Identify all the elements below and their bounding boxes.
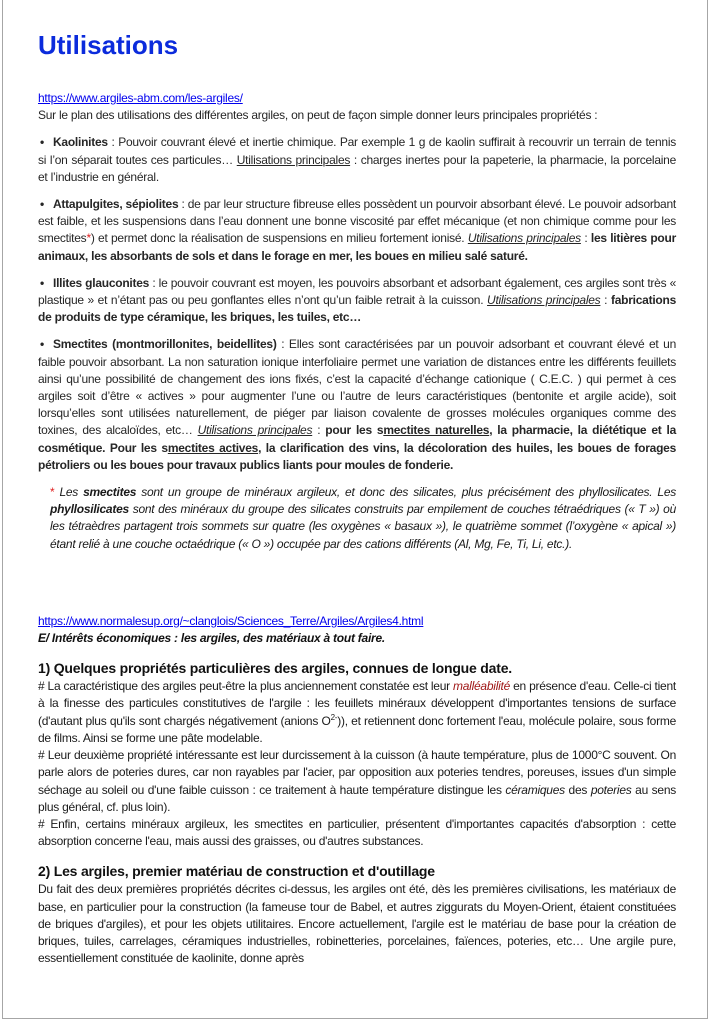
paragraph — [38, 816, 676, 850]
clay-type-item — [38, 134, 676, 186]
text-segment: : charges inertes pour la papeterie, la pharmacie, la porcelaine et l’industrie en général. — [38, 152, 677, 184]
text-segment: Du fait des deux premières propriétés décrites ci-dessus, les argiles ont été, dès les premières civilisations, les matériaux de base, en particulier pour la construction (la fameuse tour de Babel, et autres ziggurats du Moyen-Orient, étaient constituées de briques d'argiles), et pour les objets utilitaires. Encore actuellement, l'argile est le matériau de base pour la création de briques, tuiles, carrelages, céramiques industrielles, robinetteries, porcelaines, faïences, poteries, etc… Une argile pure, essentiellement constituée de kaolinite, donne après — [38, 882, 676, 966]
section-subtitle: E/ Intérêts économiques : les argiles, des matériaux à tout faire. — [38, 631, 385, 646]
section-economic-interest — [38, 613, 676, 967]
heading-construction: 2) Les argiles, premier matériau de construction et d'outillage — [38, 863, 435, 880]
paragraph — [38, 881, 676, 967]
text-segment: # La caractéristique des argiles peut-être la plus anciennement constatée est leur — [38, 679, 453, 694]
text-segment: Utilisations principales — [236, 152, 351, 167]
text-segment: céramiques — [505, 782, 565, 797]
heading-properties: 1) Quelques propriétés particulières des argiles, connues de longue date. — [38, 660, 512, 677]
source-link-argiles-abm[interactable]: https://www.argiles-abm.com/les-argiles/ — [38, 91, 243, 105]
text-segment: les litières pour animaux, les absorbants de sols et dans le forage en mer, les boues en milieu salé saturé. — [38, 231, 677, 263]
text-segment: Illites glauconites — [53, 275, 150, 290]
text-segment: Smectites (montmorillonites, beidellites) — [53, 337, 277, 352]
text-segment: * — [86, 231, 91, 246]
text-segment: sont des minéraux du groupe des silicates construits par empilement de couches tétraédriques (« T ») où les tétraèdres partagent trois sommets sur quatre (les oxygènes « basaux »), le quatrième sommet (l’oxygène « apical ») étant relié à une couche octaédrique (« O ») occupée par des cations différents (Al, Mg, Fe, Ti, Li, etc.). — [50, 502, 676, 551]
paragraph — [38, 678, 676, 747]
text-segment: sont un groupe de minéraux argileux, et donc des silicates, plus précisément des phyllosilicates. Les — [136, 485, 676, 500]
clay-type-item — [38, 275, 676, 327]
page-title: Utilisations — [38, 30, 179, 60]
text-segment: : — [580, 231, 591, 246]
text-segment: ) et permet donc la réalisation de suspensions en milieu fortement ionisé. — [90, 231, 468, 246]
clay-types-list — [38, 134, 676, 474]
text-segment: , la clarification des vins, la décoloration des huiles, les boues de forages pétroliers ou les boues pour travaux publics liants pour moules de fonderie. — [38, 440, 676, 472]
text-segment: : Elles sont caractérisées par un pouvoir adsorbant et couvrant élevé et un faible pouvoir absorbant. La non saturation ionique interfoliaire permet une variation de distances entre les différents feuillets ainsi qu’une possibilité de changement des ions fixés, c’est la capacité d’échange cationique ( C.E.C. ) qui permet à ces argiles soit d’être « actives » pour augmenter l’une ou l’autre de leurs caractéristiques (bentonite et argile acide), soit lorsqu’elles sont utilisées naturellement, de piéger par liaison covalente de grosses molécules organiques comme des toxines, des alcaloïdes, etc… — [38, 337, 676, 438]
text-segment: , la pharmacie, la diététique et la cosmétique. Pour les s — [38, 423, 676, 455]
text-segment: mectites actives — [167, 440, 259, 455]
text-segment: # Leur deuxième propriété intéressante est leur durcissement à la cuisson (à haute température, plus de 1000°C souvent. On parle alors de poteries dures, car non rayables par l'acier, par opposition aux poteries tendres, poreuses, issues d'un simple séchage au soleil ou d'une faible cuisson : ce traitement à haute température distingue les — [38, 748, 676, 797]
text-segment: phyllosilicates — [50, 502, 129, 517]
page-content — [38, 28, 676, 967]
document-page — [2, 0, 708, 1019]
text-segment: : le pouvoir couvrant est moyen, les pouvoirs absorbant et adsorbant également, ces argiles sont très « plastique » et n’étant pas ou peu gonflantes elles n’ont qu’un faible retrait à la cuisson. — [38, 275, 676, 308]
construction-paragraphs — [38, 881, 676, 967]
smectites-footnote — [50, 484, 676, 553]
text-segment: )), et retiennent donc fortement l'eau, molécule polaire, sous forme de films. Ainsi se forme une pâte modelable. — [38, 713, 676, 745]
text-segment: Utilisations principales — [467, 231, 581, 246]
text-segment: Attapulgites, sépiolites — [53, 197, 179, 212]
text-segment: : Pouvoir couvrant élevé et inertie chimique. Par exemple 1 g de kaolin suffirait à recouvrir un terrain de tennis si l’on séparait toutes ces particules… — [38, 135, 676, 167]
text-segment: Kaolinites — [53, 135, 108, 150]
text-segment: en présence d'eau. Celle-ci tient à la finesse des particules constitutives de l'argile : les feuillets minéraux développent d'importantes tensions de surface (d'autant plus qu'ils sont chargés négativement (anions O — [38, 679, 676, 728]
text-segment: Utilisations principales — [197, 423, 313, 438]
text-segment: : de par leur structure fibreuse elles possèdent un pourvoir absorbant élevé. Le pouvoir adsorbant est faible, et les suspensions dans l’eau donnent une bonne viscosité par effet mécanique (et non chimique comme pour les smectites — [38, 197, 676, 246]
clay-type-item — [38, 336, 676, 474]
intro-paragraph: Sur le plan des utilisations des différentes argiles, on peut de façon simple donner leurs principales propriétés : — [38, 108, 598, 123]
text-segment: : — [312, 423, 326, 438]
properties-paragraphs — [38, 678, 676, 850]
clay-type-item — [38, 196, 676, 265]
text-segment: Les — [54, 485, 84, 500]
text-segment: 2- — [330, 712, 338, 722]
text-segment: fabrications de produits de type céramique, les briques, les tuiles, etc… — [38, 293, 676, 325]
text-segment: au sens plus général, cf. plus loin). — [38, 782, 677, 814]
text-segment: mectites naturelles — [383, 423, 490, 438]
text-segment: pour les s — [325, 423, 384, 438]
text-segment: Utilisations principales — [487, 293, 601, 308]
text-segment: malléabilité — [453, 679, 511, 694]
text-segment: : — [600, 293, 611, 308]
text-segment: # Enfin, certains minéraux argileux, les smectites en particulier, présentent d'importantes capacités d'absorption : cette absorption concerne l'eau, mais aussi des graisses, ou d'autres substances. — [38, 816, 676, 849]
text-segment: poteries — [590, 782, 632, 797]
source-link-normalesup[interactable]: https://www.normalesup.org/~clanglois/Sciences_Terre/Argiles/Argiles4.html — [38, 613, 424, 628]
text-segment: smectites — [83, 485, 137, 500]
text-segment: * — [50, 485, 55, 500]
paragraph — [38, 747, 676, 816]
text-segment: des — [564, 782, 591, 797]
